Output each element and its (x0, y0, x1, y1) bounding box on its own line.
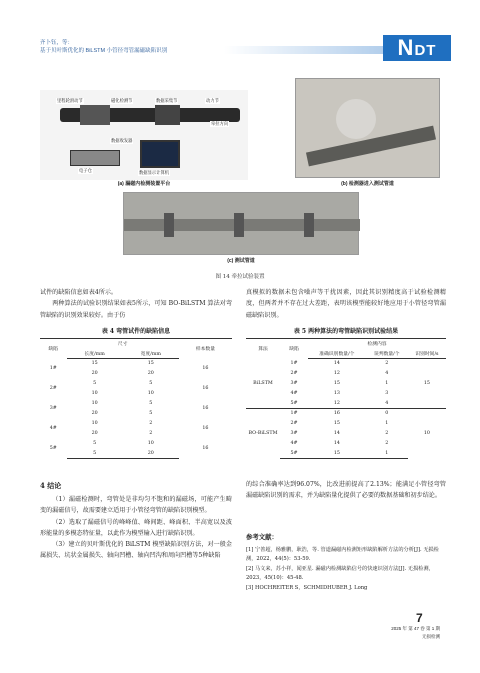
col-header: 算法 (246, 339, 280, 359)
cell: 5 (149, 401, 153, 406)
cell: 10 (423, 431, 430, 437)
cell: 4# (49, 426, 57, 431)
col-header: 长度/mm (67, 349, 123, 359)
cell: 1 (366, 449, 408, 459)
cell: 5 (67, 449, 123, 459)
cell: 10 (147, 441, 154, 446)
col-header: 宽度/mm (123, 349, 179, 359)
cell: 4# (290, 441, 298, 446)
photo-c (123, 192, 359, 255)
figure-14 (40, 90, 440, 280)
table4-caption: 表 4 弯管试件的缺陷信息 (101, 328, 171, 335)
cell: 2 (149, 421, 153, 426)
col-header: 尺寸 (67, 339, 179, 349)
cell: 14 (333, 361, 340, 367)
cell: 16 (202, 446, 209, 451)
cell: 10 (91, 401, 98, 406)
cell: 15 (308, 449, 366, 459)
label-odometer: 里程轮滑动节 (57, 98, 83, 103)
paragraph: （2）选取了漏磁信号的峰峰值、峰间距、峰面积、半高宽以及波形能量的多模态特征量，以此作为模型输入进行缺陷识别。 (40, 518, 232, 537)
col-header: 缺陷 (40, 339, 67, 359)
journal-issue: 2025 年 第 47 卷 第 1 期 (391, 626, 440, 631)
label-computer: 数据显示计算机 (139, 170, 170, 175)
cell: 3# (290, 431, 298, 436)
references-list (246, 546, 446, 593)
caption-a: (a) 漏磁内检测装置平台 (117, 181, 171, 187)
label-power: 动力节 (206, 98, 219, 103)
figure-caption: 图 14 牵拉试验装置 (215, 274, 265, 280)
cell: 1# (49, 366, 57, 371)
cell: 15 (333, 421, 340, 426)
cell: 1# (290, 411, 298, 417)
cell: 2 (385, 431, 389, 436)
cell: 5# (280, 449, 308, 459)
col-header: 识别时间/s (408, 349, 446, 359)
col-header: 检测内容 (308, 339, 446, 349)
cell: 1 (385, 421, 389, 426)
cell: 16 (333, 411, 340, 417)
cell: 20 (91, 431, 98, 436)
col-header: 误判数量/个 (366, 349, 408, 359)
journal-logo: NDT (383, 35, 451, 61)
paragraph: （3）建立的贝叶斯优化的 BiLSTM 模型缺陷识别方法，对一般金属损失、坑状金属损失、轴向凹槽、轴向凹沟和周向凹槽等5种缺陷 (40, 541, 232, 560)
cell: 2 (385, 361, 389, 367)
cell: 2 (149, 431, 153, 436)
cell: 12 (333, 371, 340, 376)
cell: 2 (385, 441, 389, 446)
cell: 20 (91, 411, 98, 416)
table-4 (40, 338, 232, 459)
cell: 5 (149, 411, 153, 416)
cell: 4 (385, 400, 389, 406)
cell: 15 (333, 381, 340, 386)
right-text-top (246, 287, 446, 321)
header-title: 基于贝叶斯优化的 BiLSTM 小管径弯管漏磁缺陷识别 (40, 48, 168, 54)
cell: 14 (333, 431, 340, 436)
cell: 0 (385, 411, 389, 417)
cell: BiLSTM (253, 380, 273, 386)
cell: BO-BiLSTM (248, 431, 278, 437)
cell: 4 (385, 371, 389, 376)
paragraph: 真模拟的数据未包含噪声等干扰因素，因此其识别精度高于试验检测精度，但两者并不存在过大差距，表明该模型能较好地应用于小管径弯管漏磁缺陷识别。 (246, 289, 446, 319)
page-number: 7 (416, 611, 423, 625)
cell: 20 (123, 449, 179, 459)
cell: 15 (147, 361, 154, 367)
col-header: 缺陷 (280, 339, 308, 359)
cell: 5 (93, 441, 97, 446)
cell: 1 (385, 381, 389, 386)
cell: 5 (149, 381, 153, 386)
cell: 16 (202, 426, 209, 431)
cell: 10 (91, 391, 98, 396)
cell: 16 (202, 406, 209, 411)
cell: 2# (49, 386, 57, 391)
cell: 5 (93, 381, 97, 386)
col-header: 准确识别数量/个 (308, 349, 366, 359)
cell: 3# (49, 406, 57, 411)
running-header (0, 0, 480, 62)
cell: 10 (91, 421, 98, 426)
table5-caption: 表 5 两种算法的弯管缺陷识别试验结果 (293, 328, 399, 335)
cell: 14 (333, 441, 340, 446)
references-heading: 参考文献： (246, 533, 278, 541)
label-transceiver: 数据收发器 (111, 138, 133, 143)
cell: 5# (49, 446, 57, 451)
cell: 16 (202, 386, 209, 391)
cell: 13 (333, 391, 340, 396)
cell: 16 (202, 366, 209, 371)
section-heading: 4 结论 (40, 481, 62, 490)
label-pull-direction: 牵拉方向 (211, 121, 229, 126)
cell: 1# (290, 361, 298, 366)
caption-b: (b) 检测器进入测试管道 (341, 181, 394, 187)
conclusion-text (40, 494, 232, 562)
left-text-top (40, 287, 232, 321)
caption-c: (c) 测试管道 (227, 258, 255, 264)
reference-item: [3] HOCHREITER S，SCHMIDHUBER J. Long (246, 584, 368, 591)
cell: 3 (385, 391, 389, 396)
cell: 2# (290, 421, 298, 426)
cell: 2# (290, 371, 298, 376)
cell: 3# (290, 381, 298, 386)
label-electronics: 电子仓 (79, 168, 92, 173)
reference-item: [1] 宁善超，杨雅鹏，耿浩，等. 管道漏磁内检测矩形缺陷解析方法的分析[J]. 无损检测，2022，44(5)：53-59. (246, 547, 439, 563)
header-authors: 齐卜钰，等： (40, 40, 74, 46)
col-header: 样本数量 (179, 339, 232, 359)
label-daq: 数据采集节 (156, 98, 178, 103)
journal-name: 无损检测 (422, 634, 440, 639)
cell: 20 (147, 371, 154, 376)
photo-b (295, 78, 440, 178)
right-text-bottom (246, 479, 446, 502)
cell: 4# (290, 391, 298, 396)
cell: 10 (147, 391, 154, 396)
reference-item: [2] 马文来，苏小祥，闻亚星. 漏磁内检测缺陷信号的快速识别方法[J]. 无损检测，2023，45(10)：45-48. (246, 565, 434, 582)
cell: 5# (290, 400, 298, 406)
paragraph: 两种算法的试验识别结果如表5所示，可知 BO-BiLSTM 算法对弯管缺陷的识别效果较好。由于仿 (40, 300, 232, 319)
cell: 12 (333, 400, 340, 406)
paragraph: 试件的缺陷信息如表4所示。 (40, 289, 118, 296)
paragraph: 的综合准确率达到96.07%，比改进前提高了2.13%；能满足小管径弯管漏磁缺陷识别的需求，并为缺陷量化提供了必要的数据基础和初步结论。 (246, 481, 446, 500)
label-magnetizer: 磁化检测节 (111, 98, 133, 103)
cell: 15 (423, 381, 430, 386)
table-5 (246, 338, 446, 459)
cell: 15 (91, 361, 98, 367)
cell: 20 (91, 371, 98, 376)
paragraph: （1）漏磁检测时，弯管处是非均匀不饱和的漏磁场，可能产生畸变的漏磁信号，故需要建立适用于小管径弯管的缺陷识别模型。 (40, 496, 232, 515)
